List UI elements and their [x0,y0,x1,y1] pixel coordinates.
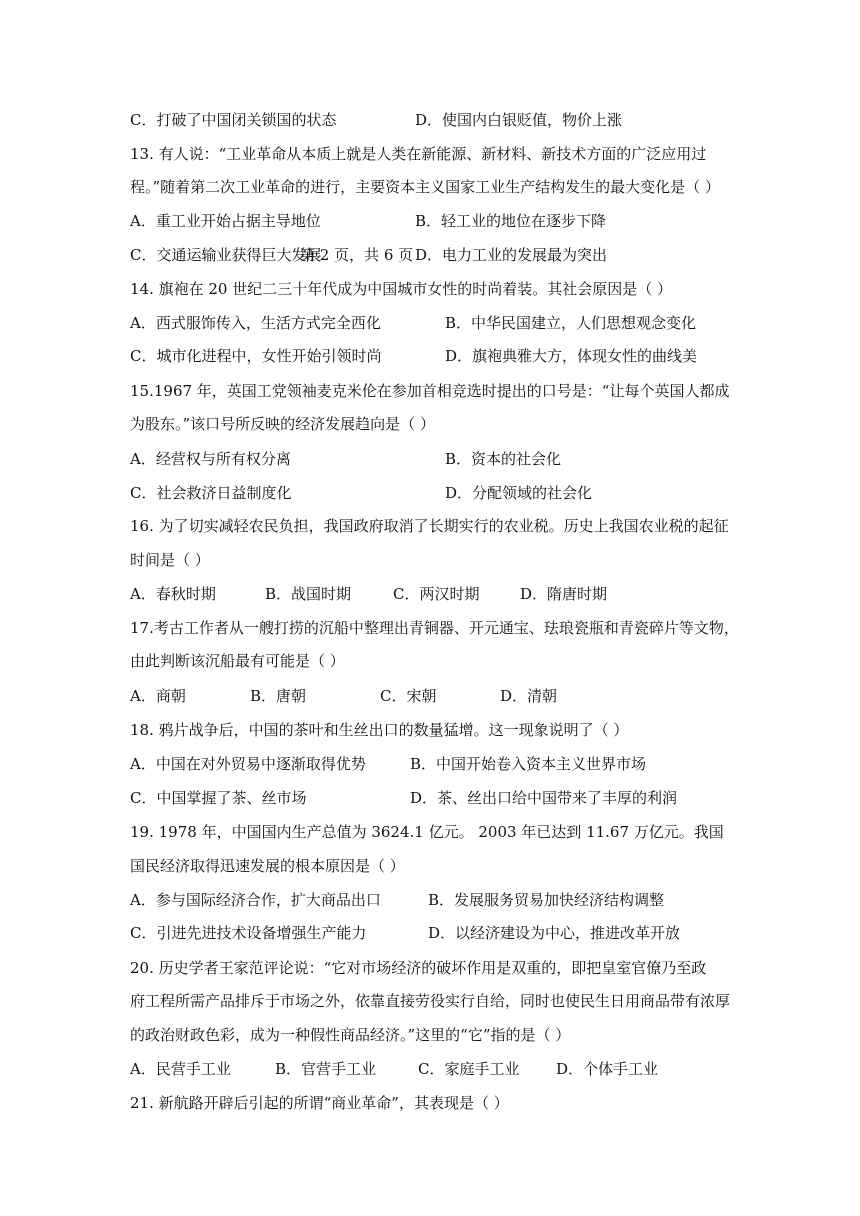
q17-option-c: C．宋朝 [380,687,437,705]
q19-stem-line1: 19. 1978 年，中国国内生产总值为 3624.1 亿元。 2003 年已达到 11.67 万亿元。我国 [130,823,724,841]
q18-option-a: A．中国在对外贸易中逐渐取得优势 [130,755,366,773]
q16-stem-line1: 16. 为了切实减轻农民负担，我国政府取消了长期实行的农业税。历史上我国农业税的起征 [130,517,729,535]
q20-stem-line1: 20. 历史学者王家范评论说：“它对市场经济的破坏作用是双重的，即把皇室官僚乃至政 [130,959,707,977]
q21-stem-line1: 21. 新航路开辟后引起的所谓“商业革命”，其表现是（ ） [130,1094,509,1112]
q17-option-b: B．唐朝 [250,687,307,705]
q15-option-d: D．分配领域的社会化 [445,484,593,502]
q14-option-c: C．城市化进程中，女性开始引领时尚 [130,347,382,365]
q20-stem-line3: 的政治财政色彩，成为一种假性商品经济。”这里的“它”指的是（ ） [130,1026,571,1044]
q20-stem-line2: 府工程所需产品排斥于市场之外，依靠直接劳役实行自给，同时也使民生日用商品带有浓厚 [130,992,731,1010]
q18-stem-line1: 18. 鸦片战争后，中国的茶叶和生丝出口的数量猛增。这一现象说明了（ ） [130,721,629,739]
q14-option-d: D．旗袍典雅大方，体现女性的曲线美 [445,347,698,365]
q18-option-d: D．茶、丝出口给中国带来了丰厚的利润 [410,789,678,807]
q17-stem-line2: 由此判断该沉船最有可能是（ ） [130,652,345,670]
q13-option-b: B．轻工业的地位在逐步下降 [415,212,607,230]
q16-option-c: C．两汉时期 [393,585,480,603]
q19-option-d: D．以经济建设为中心，推进改革开放 [428,924,681,942]
q14-option-b: B．中华民国建立，人们思想观念变化 [445,314,697,332]
q15-stem-line2: 为股东。”该口号所反映的经济发展趋向是（ ） [130,415,435,433]
q20-option-a: A．民营手工业 [130,1060,231,1078]
q16-stem-line2: 时间是（ ） [130,551,210,569]
q13-stem-line2: 程。”随着第二次工业革命的进行，主要资本主义国家工业生产结构发生的最大变化是（ ） [130,178,720,196]
q17-option-d: D．清朝 [500,687,558,705]
q15-option-a: A．经营权与所有权分离 [130,450,291,468]
q17-option-a: A．商朝 [130,687,186,705]
q17-stem-line1: 17.考古工作者从一艘打捞的沉船中整理出青铜器、开元通宝、珐琅瓷瓶和青瓷碎片等文物， [130,619,739,637]
q20-option-c: C．家庭手工业 [418,1060,520,1078]
q12-option-d: D．使国内白银贬值，物价上涨 [415,111,623,129]
q18-option-b: B．中国开始卷入资本主义世界市场 [410,755,647,773]
q15-option-b: B．资本的社会化 [445,450,562,468]
q20-option-d: D．个体手工业 [556,1060,659,1078]
q14-option-a: A．西式服饰传入，生活方式完全西化 [130,314,381,332]
q16-option-a: A．春秋时期 [130,585,216,603]
q19-stem-line2: 国民经济取得迅速发展的根本原因是（ ） [130,857,405,875]
q13-option-c: C．交通运输业获得巨大发展 [130,246,322,264]
q16-option-b: B．战国时期 [265,585,352,603]
q15-stem-line1: 15.1967 年，英国工党领袖麦克米伦在参加首相竞选时提出的口号是：“让每个英国人都成 [130,382,730,400]
q14-stem-line1: 14. 旗袍在 20 世纪二三十年代成为中国城市女性的时尚着装。其社会原因是（ ） [130,280,673,298]
q15-option-c: C．社会救济日益制度化 [130,484,292,502]
q13-stem-line1: 13. 有人说：“工业革命从本质上就是人类在新能源、新材料、新技术方面的广泛应用过 [130,145,707,163]
q19-option-c: C．引进先进技术设备增强生产能力 [130,924,367,942]
q19-option-a: A．参与国际经济合作，扩大商品出口 [130,891,381,909]
q18-option-c: C．中国掌握了茶、丝市场 [130,789,307,807]
q13-option-a: A．重工业开始占据主导地位 [130,212,321,230]
q19-option-b: B．发展服务贸易加快经济结构调整 [428,891,665,909]
q20-option-b: B．官营手工业 [275,1060,377,1078]
q12-option-c: C．打破了中国闭关锁国的状态 [130,111,337,129]
page-footer: 第 2 页，共 6 页 [300,246,414,264]
q13-option-d: D．电力工业的发展最为突出 [415,246,608,264]
q16-option-d: D．隋唐时期 [520,585,608,603]
